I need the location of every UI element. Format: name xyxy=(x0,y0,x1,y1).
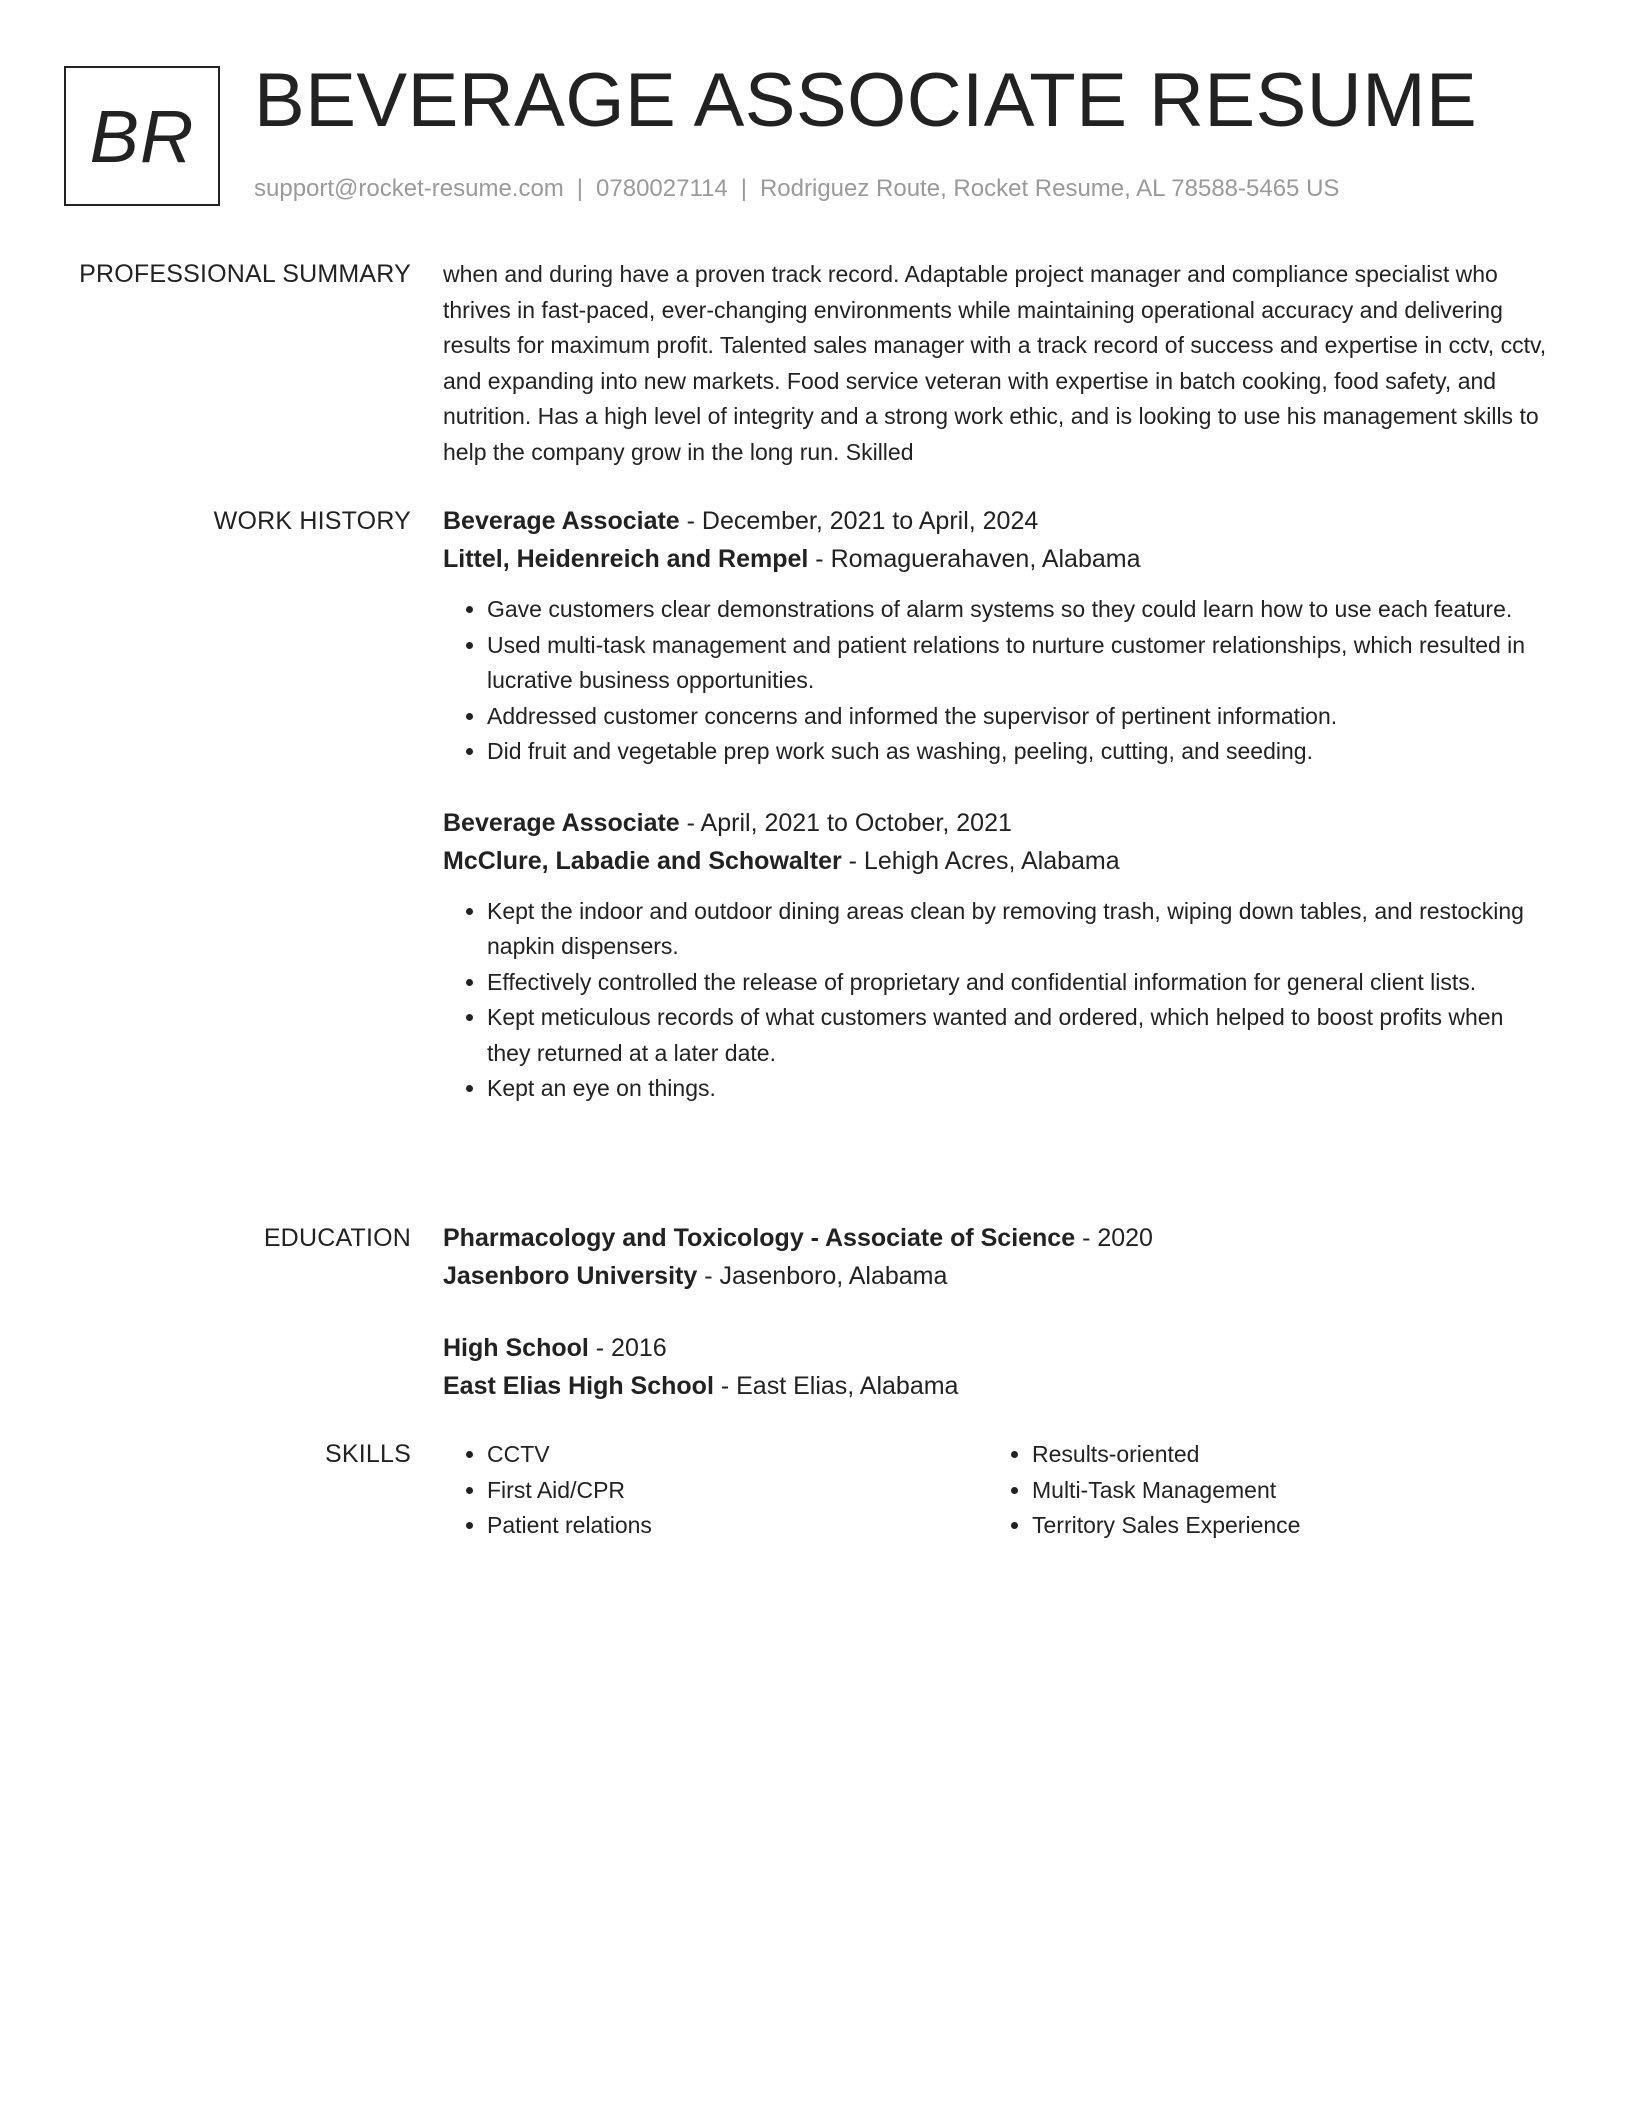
list-item: • Effectively controlled the release of proprietary and confidential information for general client lists. xyxy=(487,965,1553,1001)
education-year: - 2016 xyxy=(588,1334,667,1362)
education-school-line xyxy=(443,1257,1553,1295)
work-history-heading: WORK HISTORY xyxy=(213,507,411,535)
education-school: East Elias High School xyxy=(443,1372,714,1400)
skill-item: • Territory Sales Experience xyxy=(1032,1508,1533,1544)
skill-item: • Results-oriented xyxy=(1032,1437,1533,1473)
job-title: Beverage Associate xyxy=(443,808,680,837)
education-school-line xyxy=(443,1367,1553,1405)
job-duties-list xyxy=(443,592,1553,770)
skill-item: • Patient relations xyxy=(487,1508,988,1544)
job-entry xyxy=(443,804,1553,1107)
monogram-logo xyxy=(64,66,220,206)
contact-line xyxy=(254,173,1339,205)
list-item: • Kept meticulous records of what customers wanted and ordered, which helped to boost profits when they returned at a later date. xyxy=(487,1000,1553,1071)
skills-column-right xyxy=(988,1437,1533,1544)
education-degree-line xyxy=(443,1329,1553,1367)
list-item: • Addressed customer concerns and informed the supervisor of pertinent information. xyxy=(487,699,1553,735)
list-item: • Kept the indoor and outdoor dining areas clean by removing trash, wiping down tables, and restocking napkin dispensers. xyxy=(487,894,1553,965)
job-entry xyxy=(443,502,1553,770)
job-location: - Lehigh Acres, Alabama xyxy=(841,846,1120,875)
education-degree: High School xyxy=(443,1334,589,1362)
list-item: • Kept an eye on things. xyxy=(487,1071,1553,1107)
education-degree: Pharmacology and Toxicology - Associate of Science xyxy=(443,1224,1076,1252)
monogram-initials: BR xyxy=(89,94,195,178)
skills-grid xyxy=(443,1437,1553,1544)
contact-separator: | xyxy=(576,175,584,202)
contact-address: Rodriguez Route, Rocket Resume, AL 78588-5465 US xyxy=(759,175,1340,202)
skill-item: • CCTV xyxy=(487,1437,988,1473)
job-company: Littel, Heidenreich and Rempel xyxy=(443,545,809,573)
job-duties-list xyxy=(443,894,1553,1107)
summary-heading: PROFESSIONAL SUMMARY xyxy=(79,260,411,288)
education-location: - Jasenboro, Alabama xyxy=(697,1262,948,1290)
education-heading: EDUCATION xyxy=(263,1224,411,1252)
education-location: - East Elias, Alabama xyxy=(713,1372,959,1400)
list-item: • Used multi-task management and patient relations to nurture customer relationships, which resulted in lucrative business opportunities. xyxy=(487,628,1553,699)
education-entry xyxy=(443,1219,1553,1295)
job-title-line xyxy=(443,502,1553,540)
job-dates: - December, 2021 to April, 2024 xyxy=(679,507,1039,535)
education-school: Jasenboro University xyxy=(443,1262,698,1290)
resume-title: BEVERAGE ASSOCIATE RESUME xyxy=(254,58,1478,143)
list-item: • Gave customers clear demonstrations of alarm systems so they could learn how to use each feature. xyxy=(487,592,1553,628)
summary-text: when and during have a proven track record. Adaptable project manager and compliance specialist who thrives in fast-paced, ever-changing environments while maintaining operational accuracy and delivering results for maximum profit. Talented sales manager with a track record of success and expertise in cctv, cctv, and expanding into new markets. Food service veteran with expertise in batch cooking, food safety, and nutrition. Has a high level of integrity and a strong work ethic, and is looking to use his management skills to help the company grow in the long run. Skilled xyxy=(443,261,1547,465)
job-title: Beverage Associate xyxy=(443,507,680,535)
education-degree-line xyxy=(443,1219,1553,1257)
job-location: - Romaguerahaven, Alabama xyxy=(808,545,1141,573)
job-company: McClure, Labadie and Schowalter xyxy=(443,846,842,875)
skills-heading: SKILLS xyxy=(325,1440,411,1468)
job-company-line xyxy=(443,540,1553,578)
education-entry xyxy=(443,1329,1553,1405)
education-year: - 2020 xyxy=(1075,1224,1153,1252)
contact-separator: | xyxy=(740,175,747,202)
contact-email: support@rocket-resume.com xyxy=(254,175,564,202)
job-dates: - April, 2021 to October, 2021 xyxy=(679,808,1012,837)
contact-phone: 0780027114 xyxy=(596,175,728,202)
skill-item: • First Aid/CPR xyxy=(487,1473,988,1509)
job-company-line xyxy=(443,842,1553,880)
list-item: • Did fruit and vegetable prep work such as washing, peeling, cutting, and seeding. xyxy=(487,734,1553,770)
skills-column-left xyxy=(443,1437,988,1544)
skill-item: • Multi-Task Management xyxy=(1032,1473,1533,1509)
job-title-line xyxy=(443,804,1553,842)
